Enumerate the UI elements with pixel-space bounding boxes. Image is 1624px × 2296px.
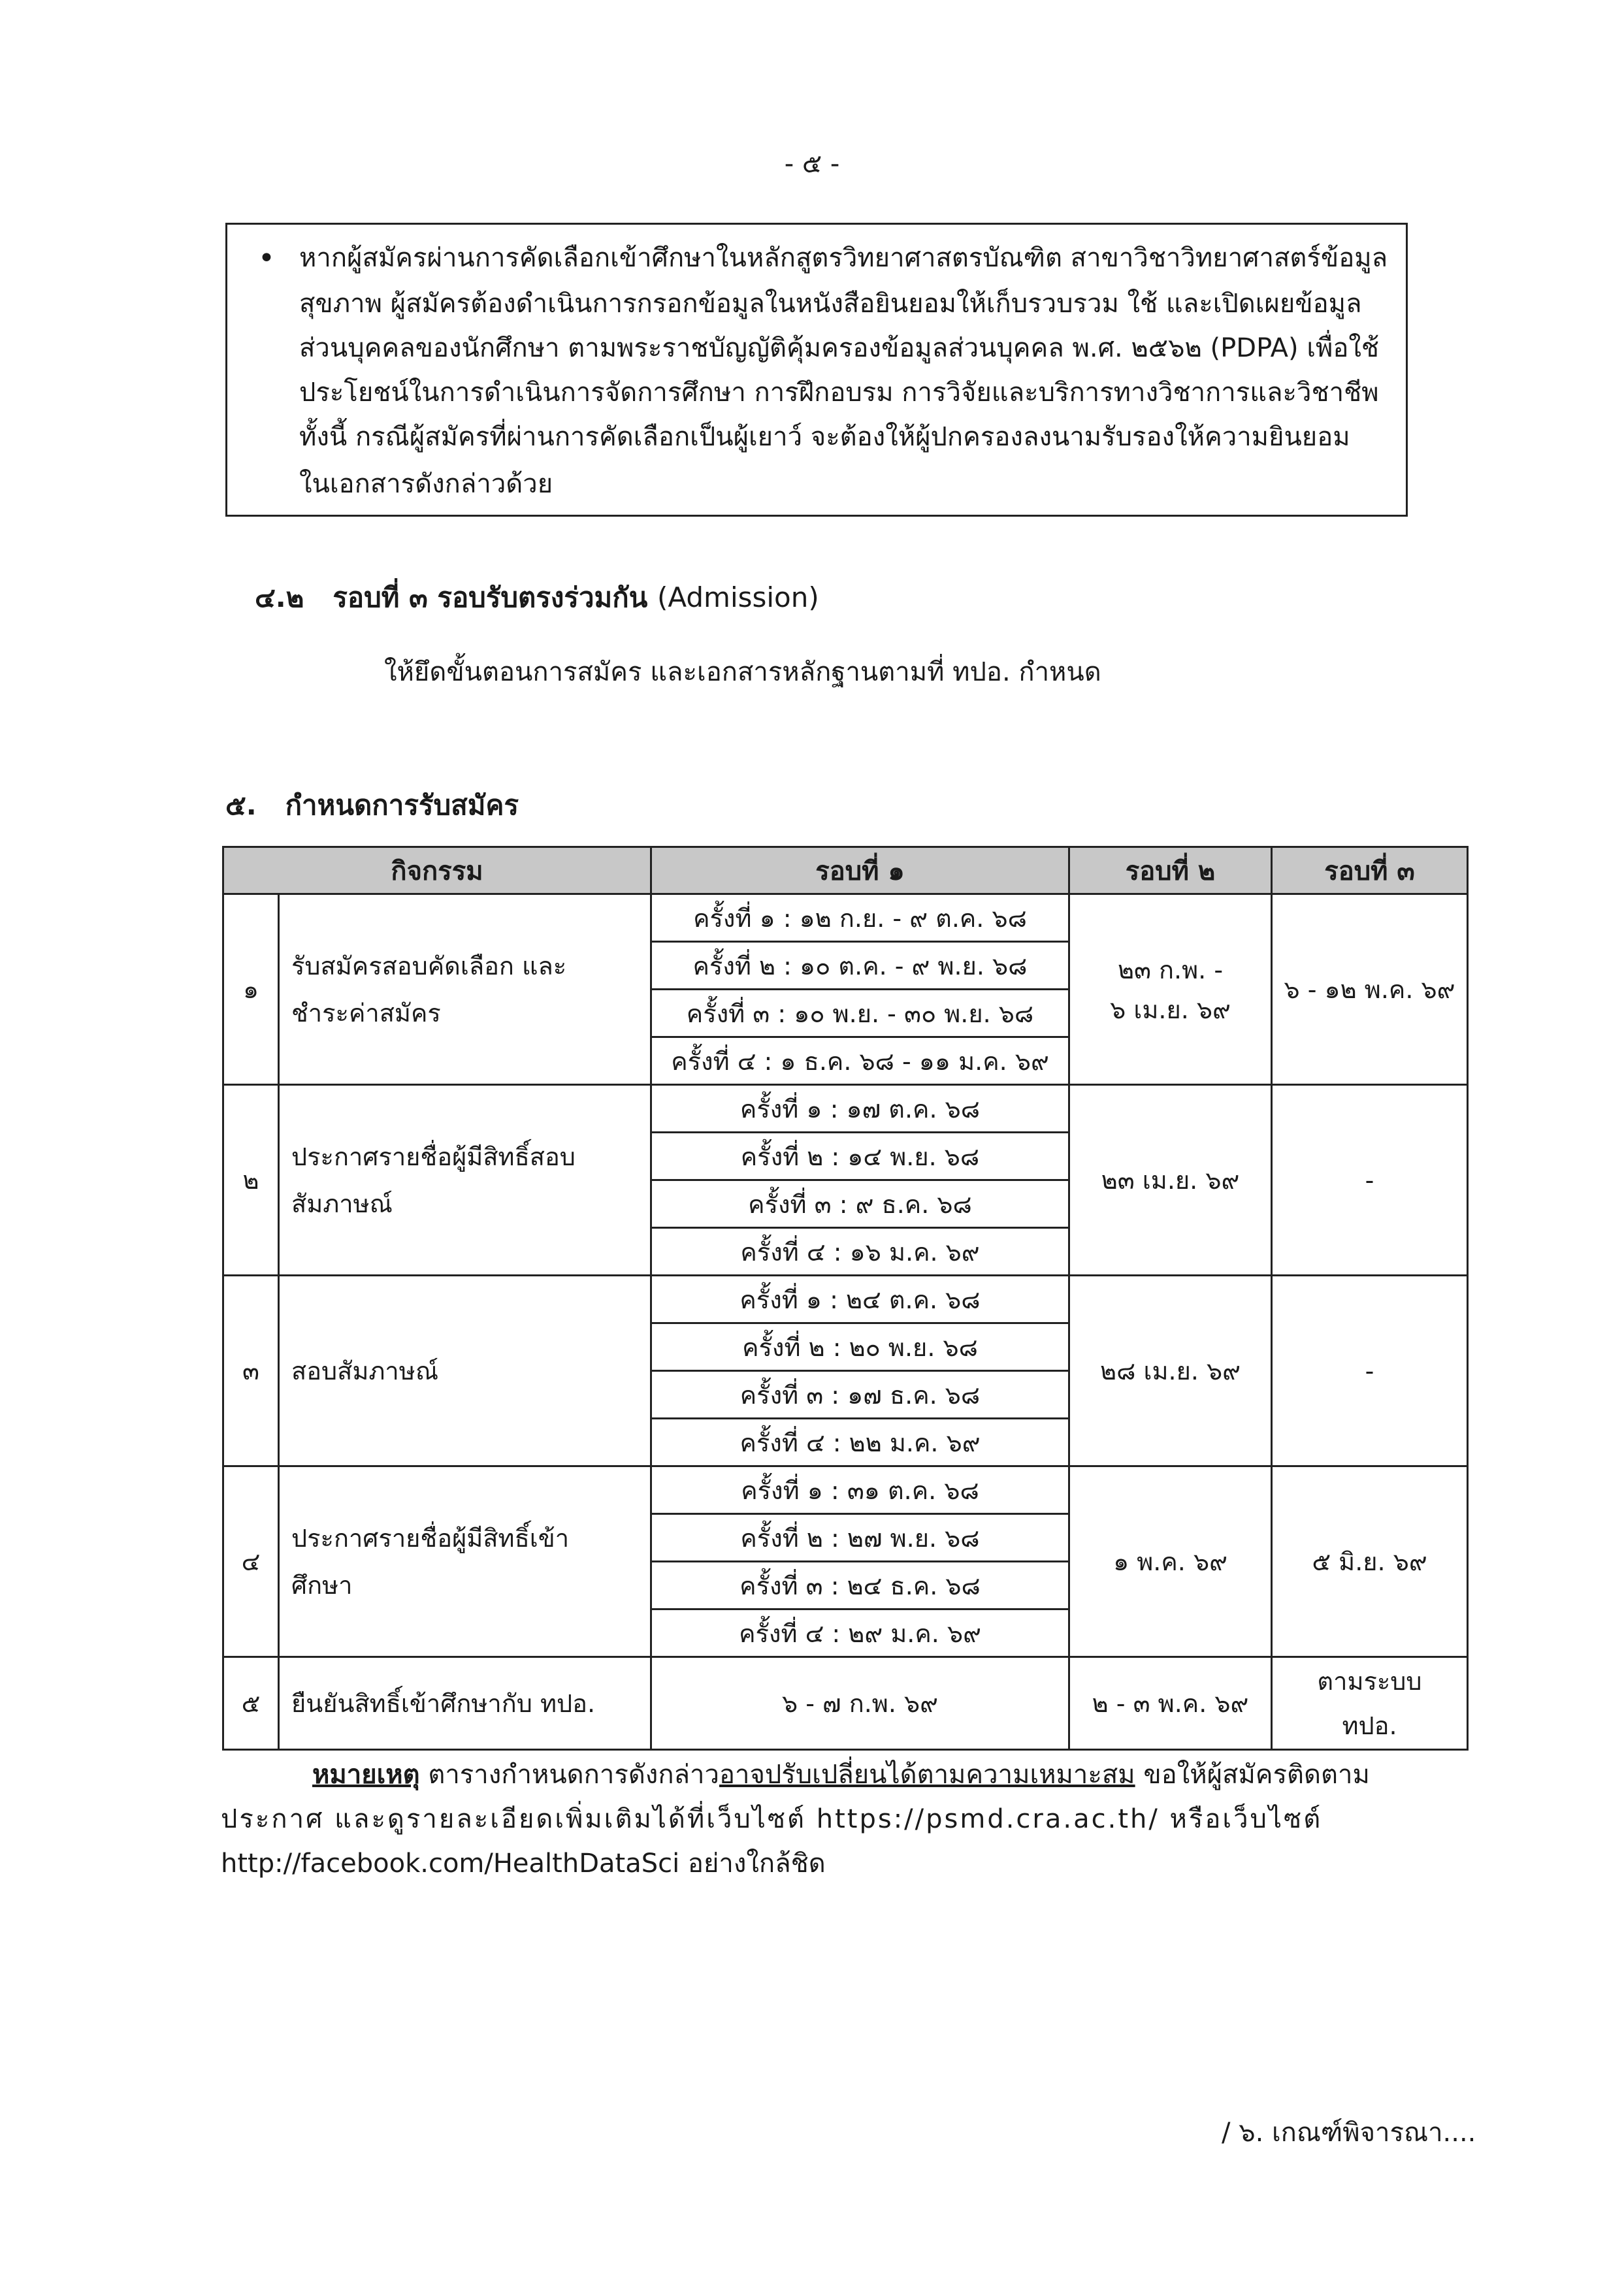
bullet-icon: • <box>258 242 275 275</box>
round1-date: ครั้งที่ ๒ : ๑๔ พ.ย. ๖๘ <box>651 1133 1069 1180</box>
round3-cell: ๕ มิ.ย. ๖๙ <box>1272 1466 1468 1657</box>
round3-cell: - <box>1272 1085 1468 1276</box>
note-line: ประโยชน์ในการดำเนินการจัดการศึกษา การฝึกอบรม การวิจัยและบริการทางวิชาการและวิชาชีพ <box>299 378 1379 408</box>
round2-cell: ๒ - ๓ พ.ค. ๖๙ <box>1069 1657 1272 1750</box>
round2-line: ๒๓ ก.พ. - <box>1117 955 1224 984</box>
remark-line-2: ประกาศ และดูรายละเอียดเพิ่มเติมได้ที่เว็บไซต์ https://psmd.cra.ac.th/ หรือเว็บไซต์ <box>221 1804 1323 1834</box>
round1-date: ครั้งที่ ๑ : ๒๔ ต.ค. ๖๘ <box>651 1276 1069 1323</box>
activity-line: สอบสัมภาษณ์ <box>291 1356 439 1385</box>
activity-cell <box>279 894 651 1085</box>
round3-cell: ๖ - ๑๒ พ.ค. ๖๙ <box>1272 894 1468 1085</box>
round2-cell: ๒๘ เม.ย. ๖๙ <box>1069 1276 1272 1466</box>
table-row <box>223 1466 1468 1514</box>
round2-cell: ๒๓ เม.ย. ๖๙ <box>1069 1085 1272 1276</box>
round1-date: ครั้งที่ ๓ : ๑๐ พ.ย. - ๓๐ พ.ย. ๖๘ <box>651 990 1069 1037</box>
round3-cell <box>1272 1657 1468 1750</box>
section-4-2-heading <box>255 576 819 619</box>
round1-date: ครั้งที่ ๔ : ๒๙ ม.ค. ๖๙ <box>651 1609 1069 1657</box>
row-number: ๑ <box>223 894 279 1085</box>
table-row <box>223 1276 1468 1323</box>
activity-line: สัมภาษณ์ <box>291 1189 393 1218</box>
header-round-3: รอบที่ ๓ <box>1272 847 1468 894</box>
row-number: ๔ <box>223 1466 279 1657</box>
activity-cell: ยืนยันสิทธิ์เข้าศึกษากับ ทปอ. <box>279 1657 651 1750</box>
round1-date: ครั้งที่ ๓ : ๙ ธ.ค. ๖๘ <box>651 1180 1069 1228</box>
header-round-2: รอบที่ ๒ <box>1069 847 1272 894</box>
remark-text: ขอให้ผู้สมัครติดตาม <box>1135 1760 1370 1790</box>
header-round-1: รอบที่ ๑ <box>651 847 1069 894</box>
section-4-2-body: ให้ยึดขั้นตอนการสมัคร และเอกสารหลักฐานตามที่ ทปอ. กำหนด <box>384 657 1101 687</box>
table-row <box>223 1085 1468 1133</box>
round2-line: ๖ เม.ย. ๖๙ <box>1110 995 1231 1024</box>
table-header-row <box>223 847 1468 894</box>
note-line: สุขภาพ ผู้สมัครต้องดำเนินการกรอกข้อมูลในหนังสือยินยอมให้เก็บรวบรวม ใช้ และเปิดเผยข้อมูล <box>299 289 1362 319</box>
note-line: หากผู้สมัครผ่านการคัดเลือกเข้าศึกษาในหลักสูตรวิทยาศาสตรบัณฑิต สาขาวิชาวิทยาศาสตร์ข้อมูล <box>299 243 1388 273</box>
round1-date: ครั้งที่ ๒ : ๒๐ พ.ย. ๖๘ <box>651 1323 1069 1371</box>
activity-cell <box>279 1276 651 1466</box>
next-page-reference: / ๖. เกณฑ์พิจารณา.... <box>1222 2118 1476 2148</box>
round1-date: ครั้งที่ ๑ : ๓๑ ต.ค. ๖๘ <box>651 1466 1069 1514</box>
header-activity: กิจกรรม <box>223 847 651 894</box>
round3-cell: - <box>1272 1276 1468 1466</box>
round2-cell <box>1069 894 1272 1085</box>
round3-line: ทปอ. <box>1342 1711 1397 1740</box>
remark-line-1 <box>312 1753 1370 1795</box>
round1-date: ครั้งที่ ๒ : ๒๗ พ.ย. ๖๘ <box>651 1514 1069 1562</box>
activity-line: รับสมัครสอบคัดเลือก และ <box>291 951 567 980</box>
row-number: ๒ <box>223 1085 279 1276</box>
activity-cell <box>279 1085 651 1276</box>
section-5-heading <box>225 784 519 827</box>
remark-underlined: อาจปรับเปลี่ยนได้ตามความเหมาะสม <box>719 1760 1135 1790</box>
activity-line: ประกาศรายชื่อผู้มีสิทธิ์เข้า <box>291 1523 570 1553</box>
table-row <box>223 1657 1468 1750</box>
round1-date: ครั้งที่ ๒ : ๑๐ ต.ค. - ๙ พ.ย. ๖๘ <box>651 942 1069 990</box>
activity-line: ชำระค่าสมัคร <box>291 998 441 1027</box>
activity-cell <box>279 1466 651 1657</box>
table-row <box>223 894 1468 942</box>
round1-date: ครั้งที่ ๓ : ๒๔ ธ.ค. ๖๘ <box>651 1562 1069 1609</box>
section-title: กำหนดการรับสมัคร <box>285 789 519 821</box>
round3-line: ตามระบบ <box>1317 1666 1422 1696</box>
round2-cell: ๑ พ.ค. ๖๙ <box>1069 1466 1272 1657</box>
row-number: ๓ <box>223 1276 279 1466</box>
section-title: รอบที่ ๓ รอบรับตรงร่วมกัน <box>333 581 648 613</box>
note-line: ส่วนบุคคลของนักศึกษา ตามพระราชบัญญัติคุ้มครองข้อมูลส่วนบุคคล พ.ศ. ๒๕๖๒ (PDPA) เพื่อใช้ <box>299 333 1380 363</box>
remark-line-3: http://facebook.com/HealthDataSci อย่างใกล้ชิด <box>221 1849 826 1879</box>
remark-label: หมายเหตุ <box>312 1760 420 1790</box>
remark-text: ตารางกำหนดการดังกล่าว <box>419 1760 719 1790</box>
schedule-table <box>222 846 1469 1751</box>
page-number: - ๕ - <box>784 149 840 179</box>
section-title-en: (Admission) <box>657 581 819 613</box>
note-line: ทั้งนี้ กรณีผู้สมัครที่ผ่านการคัดเลือกเป็นผู้เยาว์ จะต้องให้ผู้ปกครองลงนามรับรองให้ความยินยอม <box>299 422 1350 452</box>
section-number: ๔.๒ <box>255 581 304 613</box>
round1-date: ครั้งที่ ๑ : ๑๗ ต.ค. ๖๘ <box>651 1085 1069 1133</box>
round1-date: ครั้งที่ ๓ : ๑๗ ธ.ค. ๖๘ <box>651 1371 1069 1419</box>
round1-date: ครั้งที่ ๑ : ๑๒ ก.ย. - ๙ ต.ค. ๖๘ <box>651 894 1069 942</box>
section-number: ๕. <box>225 789 257 821</box>
row-number: ๕ <box>223 1657 279 1750</box>
note-line: ในเอกสารดังกล่าวด้วย <box>299 469 553 499</box>
round1-date: ครั้งที่ ๔ : ๑๖ ม.ค. ๖๙ <box>651 1228 1069 1276</box>
round1-date: ครั้งที่ ๔ : ๑ ธ.ค. ๖๘ - ๑๑ ม.ค. ๖๙ <box>651 1037 1069 1085</box>
round1-date: ๖ - ๗ ก.พ. ๖๙ <box>651 1657 1069 1750</box>
activity-line: ประกาศรายชื่อผู้มีสิทธิ์สอบ <box>291 1142 576 1171</box>
round1-date: ครั้งที่ ๔ : ๒๒ ม.ค. ๖๙ <box>651 1419 1069 1466</box>
activity-line: ศึกษา <box>291 1570 353 1600</box>
